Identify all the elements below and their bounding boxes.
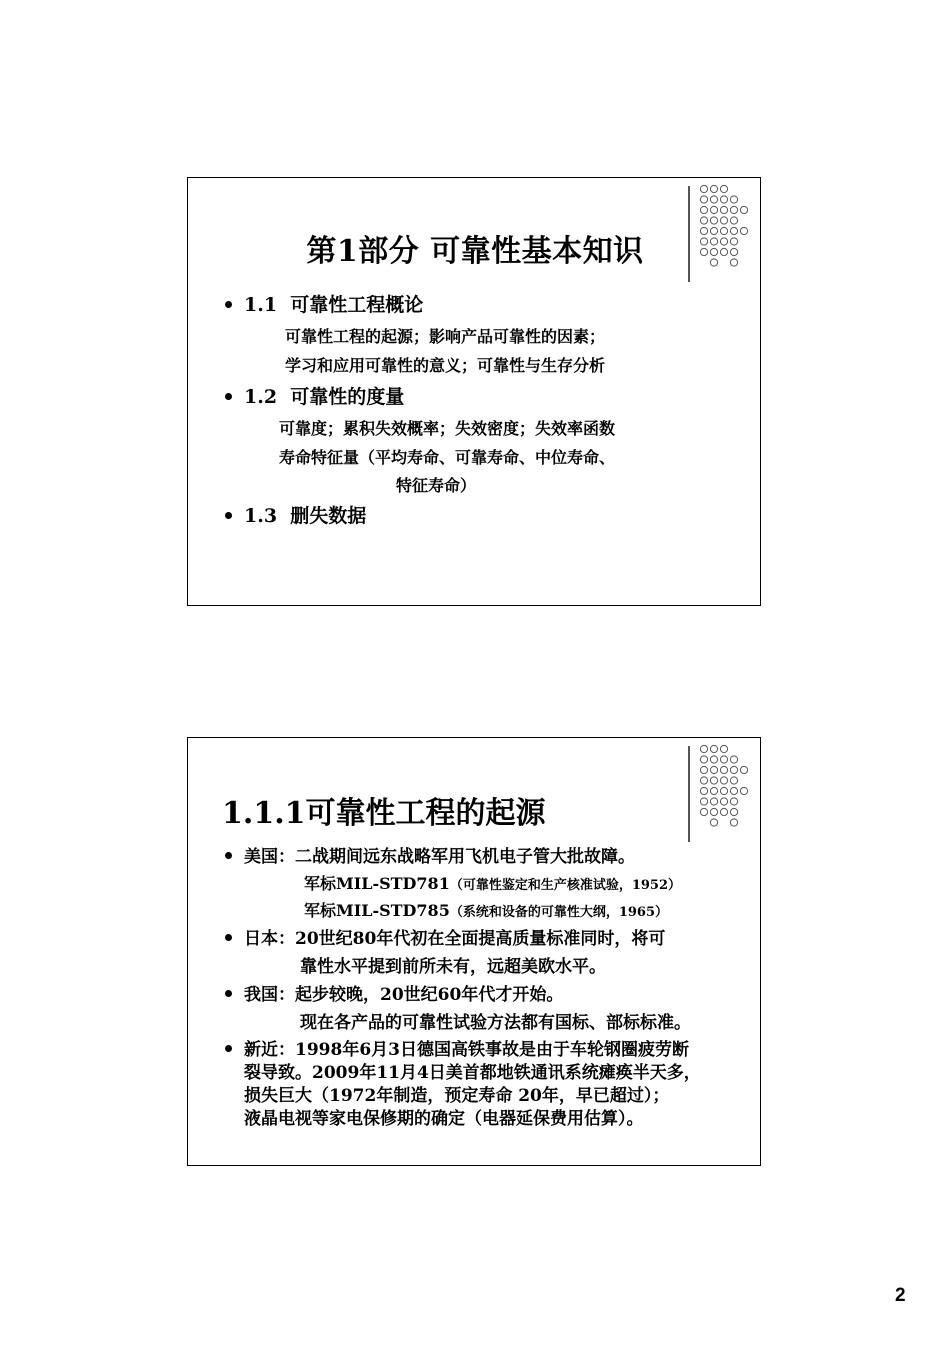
sub-text: 靠性水平提到前所未有，远超美欧水平。 [300, 957, 606, 977]
slide-title: 1.1.1可靠性工程的起源 [222, 796, 546, 831]
sub-text: 液晶电视等家电保修期的确定（电器延保费用估算）。 [244, 1109, 644, 1129]
standard-note: （可靠性鉴定和生产核准试验，1952） [449, 878, 682, 893]
list-item: 日本：20世纪80年代初在全面提高质量标准同时，将可 [244, 924, 665, 949]
standard-name: 军标MIL-STD781 [304, 874, 450, 893]
list-item [244, 290, 423, 317]
list-item: 我国：起步较晚，20世纪60年代才开始。 [244, 980, 563, 1005]
slide-2 [187, 737, 761, 1166]
sub-text: 特征寿命） [396, 476, 477, 495]
item-number: 1.1 [244, 294, 278, 316]
item-label: 删失数据 [290, 505, 367, 527]
sub-text: 寿命特征量（平均寿命、可靠寿命、中位寿命、 [279, 448, 616, 467]
sub-text: 现在各产品的可靠性试验方法都有国标、部标标准。 [300, 1013, 691, 1033]
sub-text [304, 871, 681, 894]
list-item: 新近：1998年6月3日德国高铁事故是由于车轮钢圈疲劳断 [244, 1035, 689, 1060]
item-label: 可靠性工程概论 [290, 294, 424, 316]
list-item: 美国：二战期间远东战略军用飞机电子管大批故障。 [244, 842, 635, 867]
list-item [244, 382, 404, 409]
sub-text: 裂导致。2009年11月4日美首都地铁通讯系统瘫痪半天多， [244, 1063, 701, 1083]
item-number: 1.3 [244, 505, 278, 527]
sub-text: 可靠性工程的起源；影响产品可靠性的因素； [285, 327, 606, 346]
page-number: 2 [895, 1285, 906, 1306]
sub-text: 可靠度；累积失效概率；失效密度；失效率函数 [279, 419, 616, 438]
standard-name: 军标MIL-STD785 [304, 901, 450, 920]
sub-text: 学习和应用可靠性的意义；可靠性与生存分析 [285, 356, 606, 375]
slide-title: 第1部分 可靠性基本知识 [306, 234, 644, 269]
list-item [244, 501, 366, 528]
slide-1 [187, 177, 761, 606]
sub-text [304, 898, 668, 921]
item-number: 1.2 [244, 386, 278, 408]
sub-text: 损失巨大（1972年制造，预定寿命 20年，早已超过）； [244, 1086, 670, 1106]
item-label: 可靠性的度量 [290, 386, 405, 408]
standard-note: （系统和设备的可靠性大纲，1965） [449, 905, 669, 920]
